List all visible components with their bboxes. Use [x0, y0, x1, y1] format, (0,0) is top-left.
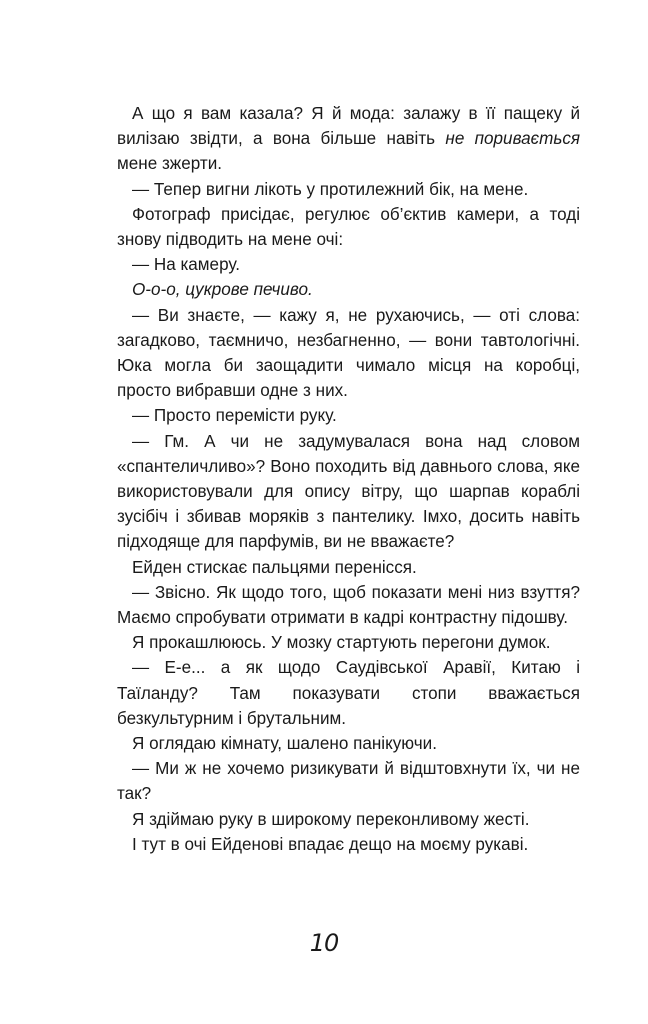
paragraph — [117, 303, 580, 404]
paragraph — [117, 580, 580, 630]
text-segment: Фотограф присідає, регулює об’єктив камери, а тоді знову підводить на мене очі: — [117, 204, 580, 250]
text-segment: — Просто перемісти руку. — [132, 406, 337, 426]
text-segment: І тут в очі Ейденові впадає дещо на моєму рукаві. — [132, 834, 529, 854]
paragraph — [117, 177, 580, 202]
text-segment-italic: не поривається — [445, 129, 580, 149]
paragraph — [117, 555, 580, 580]
page-number: 10 — [309, 929, 339, 957]
paragraph — [117, 832, 580, 857]
text-segment: — Звісно. Як щодо того, щоб показати мені низ взуття? Маємо спробувати отримати в кадрі контрастну підошву. — [117, 582, 580, 628]
paragraph — [117, 429, 580, 555]
text-segment: Я здіймаю руку в широкому переконливому жесті. — [132, 809, 530, 829]
paragraph — [117, 655, 580, 731]
paragraph — [117, 630, 580, 655]
text-segment: — Е-е... а як щодо Саудівської Аравії, Китаю і Таїланду? Там показувати стопи вважається безкультурним і брутальним. — [117, 658, 580, 728]
paragraph — [117, 277, 580, 302]
text-segment: — Тепер вигни лікоть у протилежний бік, на мене. — [132, 179, 529, 199]
text-segment: А що я вам казала? Я й мода: залажу в її пащеку й вилізаю звідти, а вона більше навіть — [117, 104, 580, 149]
text-segment: Я прокашлююсь. У мозку стартують перегони думок. — [132, 633, 551, 653]
page-body — [117, 101, 580, 857]
paragraph — [117, 756, 580, 806]
paragraph — [117, 731, 580, 756]
paragraph — [117, 403, 580, 428]
text-segment: Ейден стискає пальцями перенісся. — [132, 557, 417, 577]
text-segment: — На камеру. — [132, 255, 240, 275]
paragraph — [117, 101, 580, 177]
text-segment: — Ми ж не хочемо ризикувати й відштовхнути їх, чи не так? — [117, 759, 580, 804]
text-segment: — Ви знаєте, — кажу я, не рухаючись, — оті слова: загадково, таємничо, незбагненно, — вони тавтологічні. Юка могла би заощадити чимало місця на коробці, просто вибравши одне з них. — [117, 305, 580, 401]
text-segment: Я оглядаю кімнату, шалено панікуючи. — [132, 734, 437, 754]
text-segment-italic: О-о-о, цукрове печиво. — [132, 280, 313, 300]
text-segment: — Гм. А чи не задумувалася вона над словом «спантеличливо»? Воно походить від давнього слова, яке використовували для опису вітру, що шарпав кораблі зусібіч і збивав моряків з пантелику. Імхо, досить навіть підходяще для парфумів, ви не вважаєте? — [117, 431, 580, 552]
paragraph — [117, 202, 580, 252]
text-segment: мене зжерти. — [117, 154, 222, 174]
paragraph — [117, 252, 580, 277]
paragraph — [117, 807, 580, 832]
